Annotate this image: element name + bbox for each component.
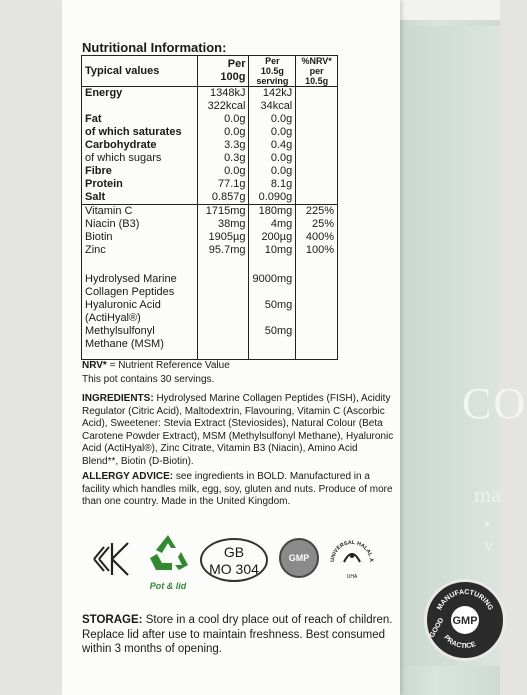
row-label: of which sugars: [82, 152, 198, 165]
row-label: Biotin: [82, 231, 198, 244]
row-label: Protein: [82, 178, 198, 191]
row-serving: 4mg: [249, 218, 296, 231]
halal-base-text: UHA: [346, 574, 358, 580]
row-nrv: [296, 165, 338, 178]
row-label: Fat: [82, 113, 198, 126]
nutrition-table: [81, 55, 338, 360]
jar-tagline-text: • v: [484, 514, 493, 555]
table-row: [82, 191, 338, 204]
jar-subtitle-text: ma: [474, 482, 501, 507]
row-serving: 180mg: [249, 205, 296, 219]
table-row: [82, 325, 338, 351]
gmp-seal-left-text: GOOD: [428, 616, 446, 639]
row-serving: 34kcal: [249, 100, 296, 113]
allergy-label: ALLERGY ADVICE:: [82, 471, 174, 482]
row-nrv: [296, 178, 338, 191]
table-header-row: [82, 56, 338, 87]
gmp-seal-bottom-text: PRACTICE: [442, 634, 477, 651]
row-serving: 0.0g: [249, 152, 296, 165]
allergy-advice: [82, 471, 394, 509]
ingredients-text: Hydrolysed Marine Collagen Peptides (FISH), Acidity Regulator (Citric Acid), Maltodextrin, Flavouring, Vitamin C (Ascorbic Acid), Sweetener: Stevia Extract (Steviosides), Natural Colour (Beta Carotene Powder Extract), MSM (Methylsulfonyl Methane), Hyaluronic Acid (ActiHyal®), Zinc Citrate, Vitamin B3 (Niacin), Amino Acid Blend**, Biotin (D-Biotin).: [82, 393, 394, 467]
row-label: [82, 100, 198, 113]
gmp-badge-text: GMP: [288, 553, 310, 563]
jar-label: [400, 26, 500, 666]
col-header-typical: Typical values: [82, 56, 198, 87]
gmp-seal-icon: [427, 582, 503, 658]
row-nrv: [296, 152, 338, 165]
row-per100: [197, 325, 249, 351]
row-nrv: [296, 325, 338, 351]
row-label: Hyaluronic Acid (ActiHyal®): [82, 299, 198, 325]
table-row: [82, 126, 338, 139]
nrv-note: [82, 360, 394, 373]
row-serving: 0.0g: [249, 126, 296, 139]
allergy-text: see ingredients in BOLD. Manufactured in a facility which handles milk, egg, soy, gluten and nuts. Produce of more than one country. Made in the United Kingdom.: [82, 471, 393, 507]
halal-seal-icon: [326, 532, 378, 584]
table-row: [82, 231, 338, 244]
row-per100: 1905µg: [197, 231, 249, 244]
gmp-badge: [279, 538, 319, 578]
row-serving: 50mg: [249, 299, 296, 325]
recycle-icon: [145, 532, 191, 576]
jar-rim: [392, 0, 500, 20]
gmp-manufacturing-seal: [424, 579, 506, 661]
row-per100: 0.0g: [197, 113, 249, 126]
col-header-nrv: %NRV* per 10.5g: [296, 56, 338, 87]
servings-note: This pot contains 30 servings.: [82, 374, 215, 385]
table-row: [82, 100, 338, 113]
row-nrv: [296, 126, 338, 139]
gb-approval-mark: [200, 538, 268, 582]
brand-k-logo-icon: [90, 539, 132, 579]
table-row: [82, 218, 338, 231]
row-serving: 200µg: [249, 231, 296, 244]
gb-line1: GB: [223, 544, 245, 560]
row-serving: 0.0g: [249, 113, 296, 126]
row-label: Salt: [82, 191, 198, 204]
row-nrv: 25%: [296, 218, 338, 231]
gmp-seal-top-text: MANUFACTURING: [436, 588, 494, 612]
row-label: Niacin (B3): [82, 218, 198, 231]
row-per100: 322kcal: [197, 100, 249, 113]
row-serving: 8.1g: [249, 178, 296, 191]
table-row: [82, 273, 338, 299]
row-nrv: 225%: [296, 205, 338, 219]
row-nrv: 400%: [296, 231, 338, 244]
table-row: [82, 139, 338, 152]
recycle-logo: [145, 532, 191, 590]
storage-text: Store in a cool dry place out of reach of children. Replace lid after use to maintain freshness. Best consumed within 3 months of opening.: [82, 614, 393, 655]
jar-brand-text: CO: [462, 379, 527, 428]
nrv-note-text: = Nutrient Reference Value: [106, 360, 230, 371]
row-nrv: [296, 273, 338, 299]
row-label: Methylsulfonyl Methane (MSM): [82, 325, 198, 351]
row-nrv: [296, 113, 338, 126]
table-row: [82, 244, 338, 257]
row-nrv: [296, 299, 338, 325]
halal-logo: [326, 532, 378, 584]
row-per100: 1715mg: [197, 205, 249, 219]
row-per100: [197, 273, 249, 299]
row-nrv: [296, 191, 338, 204]
row-label: Carbohydrate: [82, 139, 198, 152]
row-serving: 50mg: [249, 325, 296, 351]
table-row: [82, 165, 338, 178]
table-row: [82, 152, 338, 165]
row-nrv: [296, 100, 338, 113]
row-serving: 9000mg: [249, 273, 296, 299]
svg-text:PRACTICE: [442, 634, 477, 650]
table-row: [82, 113, 338, 126]
row-label: Energy: [82, 87, 198, 101]
row-label: Vitamin C: [82, 205, 198, 219]
storage-info: [82, 613, 397, 657]
gb-line2: MO 304: [209, 561, 259, 577]
svg-text:UNIVERSAL HALAL AUTHORITY: [326, 532, 374, 562]
halal-arc-text: UNIVERSAL HALAL A: [329, 539, 375, 563]
nrv-note-label: NRV*: [82, 360, 107, 371]
row-label: Hydrolysed Marine Collagen Peptides: [82, 273, 198, 299]
gmp-seal-center-text: GMP: [452, 615, 478, 627]
row-per100: [197, 299, 249, 325]
nutrition-heading: Nutritional Information:: [82, 40, 227, 55]
row-per100: 95.7mg: [197, 244, 249, 257]
col-header-per100: Per 100g: [197, 56, 249, 87]
row-per100: 1348kJ: [197, 87, 249, 101]
row-serving: 0.4g: [249, 139, 296, 152]
table-row: [82, 299, 338, 325]
table-row: [82, 178, 338, 191]
row-serving: 0.0g: [249, 165, 296, 178]
row-per100: 0.857g: [197, 191, 249, 204]
row-serving: 10mg: [249, 244, 296, 257]
row-per100: 3.3g: [197, 139, 249, 152]
row-per100: 0.0g: [197, 165, 249, 178]
storage-label: STORAGE:: [82, 614, 143, 626]
row-per100: 38mg: [197, 218, 249, 231]
table-row: [82, 87, 338, 101]
row-label: of which saturates: [82, 126, 198, 139]
ingredients-label: INGREDIENTS:: [82, 393, 154, 404]
recycle-caption: Pot & lid: [149, 581, 187, 591]
row-label: Zinc: [82, 244, 198, 257]
col-header-serving: Per 10.5g serving: [249, 56, 296, 87]
row-per100: 0.0g: [197, 126, 249, 139]
row-per100: 0.3g: [197, 152, 249, 165]
table-row: [82, 205, 338, 219]
ingredients: [82, 393, 394, 468]
row-serving: 142kJ: [249, 87, 296, 101]
row-label: Fibre: [82, 165, 198, 178]
row-nrv: [296, 87, 338, 101]
row-per100: 77.1g: [197, 178, 249, 191]
row-serving: 0.090g: [249, 191, 296, 204]
row-nrv: [296, 139, 338, 152]
row-nrv: 100%: [296, 244, 338, 257]
